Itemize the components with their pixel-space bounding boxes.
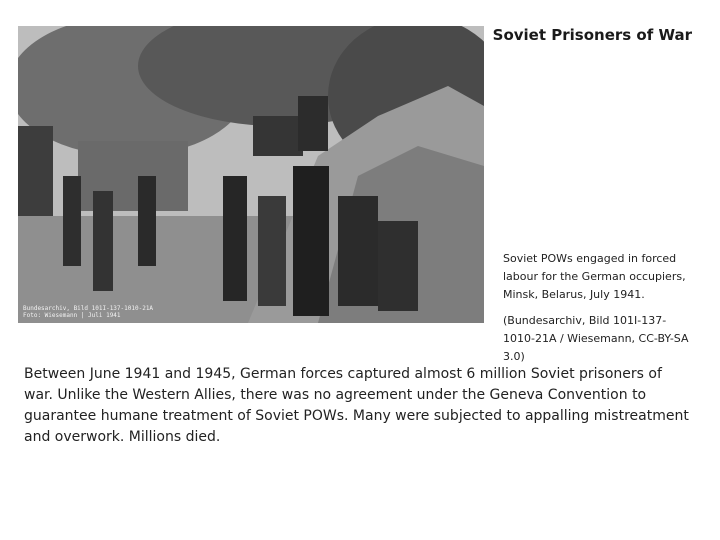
photo-stamp-line2: Foto: Wiesemann | Juli 1941 [23, 312, 121, 319]
photo-stamp-line1: Bundesarchiv, Bild 101I-137-1010-21A [23, 305, 154, 312]
photo-stamp [23, 305, 153, 319]
photo-credit: (Bundesarchiv, Bild 101I-137-1010-21A / Wiesemann, CC-BY-SA 3.0) [503, 314, 689, 363]
page-title: Soviet Prisoners of War [492, 26, 692, 44]
photo-caption: Soviet POWs engaged in forced labour for the German occupiers, Minsk, Belarus, July 1941. [503, 252, 686, 301]
historical-photo [18, 26, 484, 323]
body-paragraph: Between June 1941 and 1945, German forces captured almost 6 million Soviet prisoners of war. Unlike the Western Allies, there was no agreement under the Geneva Convention to guarantee humane treatment of Soviet POWs. Many were subjected to appalling mistreatment and overwork. Millions died. [24, 366, 689, 445]
photo-illustration [18, 26, 484, 323]
